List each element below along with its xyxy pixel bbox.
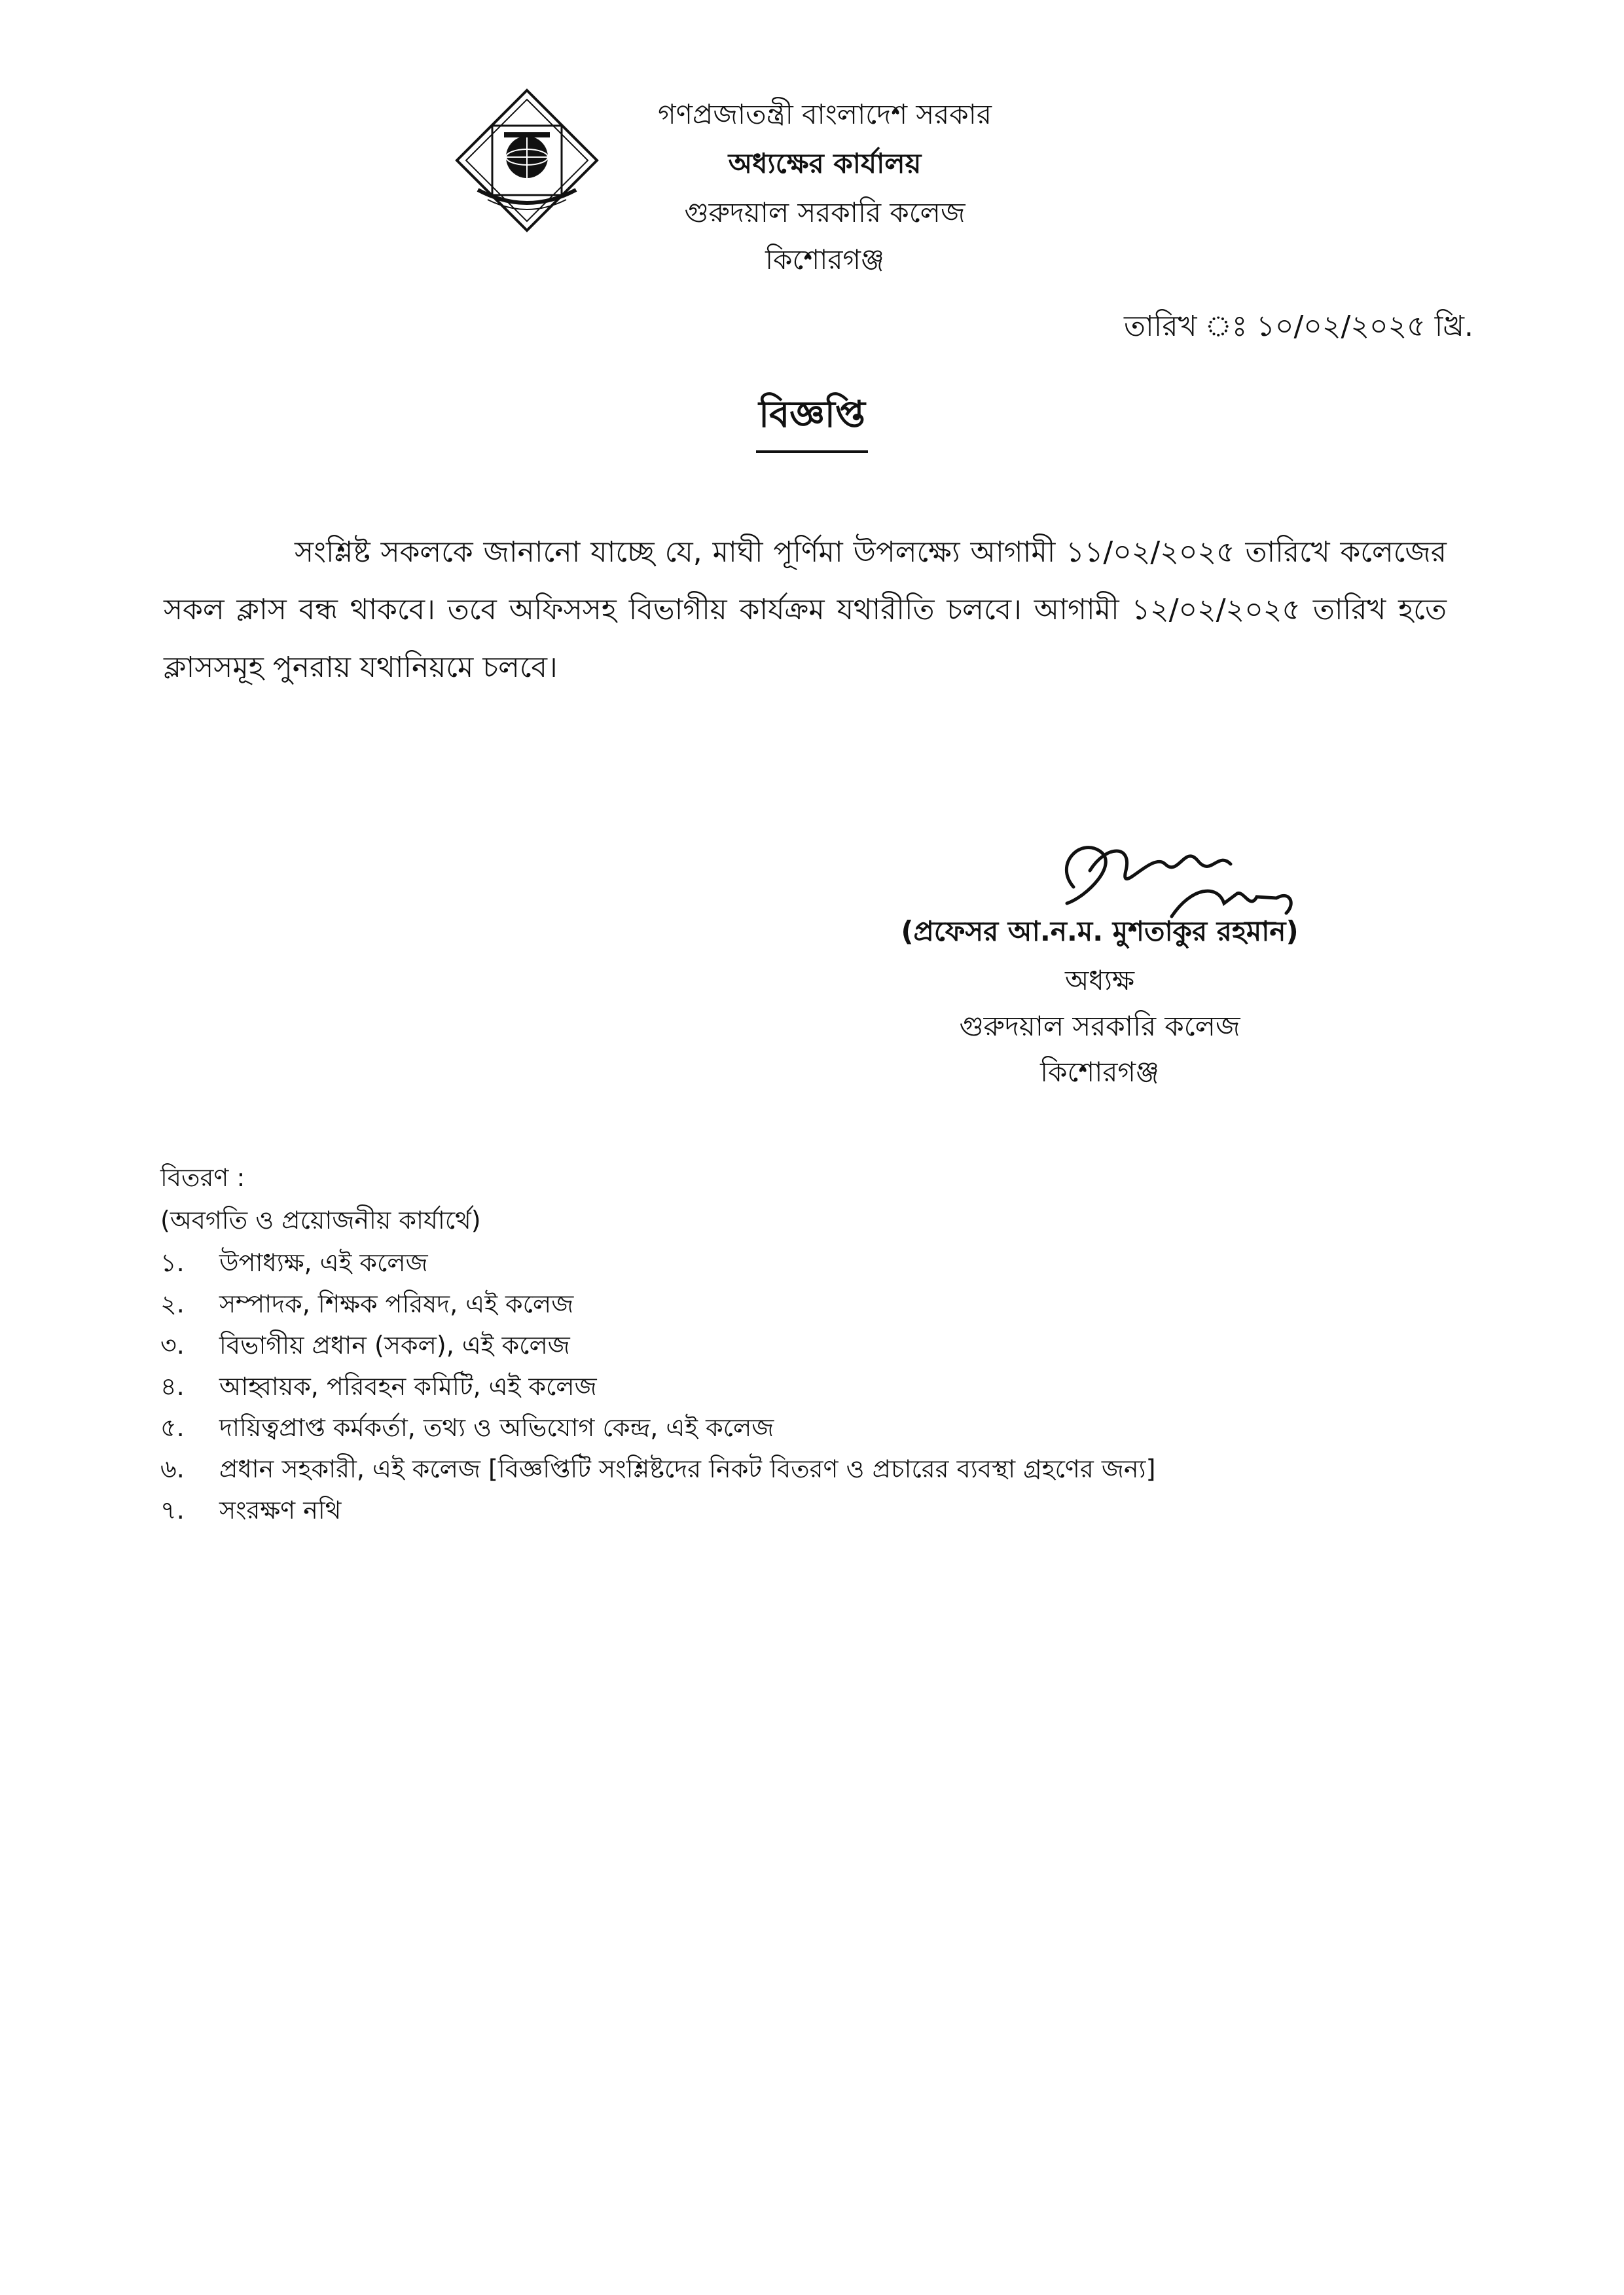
- notice-title-wrap: [0, 386, 1624, 453]
- item-text: সংরক্ষণ নথি: [219, 1496, 342, 1525]
- district-name: কিশোরগঞ্জ: [765, 244, 884, 276]
- office-name: অধ্যক্ষের কার্যালয়: [728, 147, 922, 179]
- government-name: গণপ্রজাতন্ত্রী বাংলাদেশ সরকার: [658, 98, 992, 130]
- distribution-item: [160, 1244, 428, 1286]
- college-name: গুরুদয়াল সরকারি কলেজ: [684, 196, 965, 228]
- item-number: ৩.: [160, 1331, 185, 1360]
- distribution-subheading: (অবগতি ও প্রয়োজনীয় কার্যার্থে): [160, 1206, 481, 1235]
- notice-title: বিজ্ঞপ্তি: [756, 386, 868, 453]
- college-logo: [452, 85, 602, 236]
- distribution-item: [160, 1285, 573, 1327]
- item-number: ৫.: [160, 1413, 185, 1442]
- item-number: ৬.: [160, 1455, 185, 1483]
- item-text: দায়িত্বপ্রাপ্ত কর্মকর্তা, তথ্য ও অভিযোগ কেন্দ্র, এই কলেজ: [219, 1413, 774, 1442]
- item-text: সম্পাদক, শিক্ষক পরিষদ, এই কলেজ: [219, 1290, 574, 1318]
- signatory-name: (প্রফেসর আ.ন.ম. মুশতাকুর রহমান): [901, 915, 1299, 947]
- notice-date: তারিখ ঃ ১০/০২/২০২৫ খ্রি.: [1124, 310, 1473, 343]
- item-text: আহ্বায়ক, পরিবহন কমিটি, এই কলেজ: [219, 1372, 597, 1401]
- signatory-designation: অধ্যক্ষ: [1064, 964, 1135, 996]
- item-text: প্রধান সহকারী, এই কলেজ [বিজ্ঞপ্তিটি সংশ্লিষ্টদের নিকট বিতরণ ও প্রচারের ব্যবস্থা গ্রহণের জন্য]: [219, 1455, 1156, 1483]
- item-text: উপাধ্যক্ষ, এই কলেজ: [219, 1248, 428, 1277]
- item-text: বিভাগীয় প্রধান (সকল), এই কলেজ: [219, 1331, 570, 1360]
- item-number: ২.: [160, 1290, 185, 1318]
- distribution-item: [160, 1450, 1155, 1492]
- signatory-college: গুরুদয়াল সরকারি কলেজ: [959, 1010, 1240, 1042]
- distribution-heading: বিতরণ :: [160, 1163, 245, 1192]
- distribution-item: [160, 1367, 597, 1409]
- notice-body: সংশ্লিষ্ট সকলকে জানানো যাচ্ছে যে, মাঘী পূর্ণিমা উপলক্ষ্যে আগামী ১১/০২/২০২৫ তারিখে কলেজের সকল ক্লাস বন্ধ থাকবে। তবে অফিসসহ বিভাগীয় কার্যক্রম যথারীতি চলবে। আগামী ১২/০২/২০২৫ তারিখ হতে ক্লাসসমূহ পুনরায় যথানিয়মে চলবে।: [164, 535, 1447, 684]
- item-number: ৪.: [160, 1372, 185, 1401]
- distribution-item: [160, 1326, 570, 1368]
- item-number: ৭.: [160, 1496, 185, 1525]
- distribution-item: [160, 1409, 774, 1451]
- signatory-district: কিশোরগঞ্জ: [1040, 1056, 1159, 1088]
- distribution-item: [160, 1491, 341, 1533]
- item-number: ১.: [160, 1248, 185, 1277]
